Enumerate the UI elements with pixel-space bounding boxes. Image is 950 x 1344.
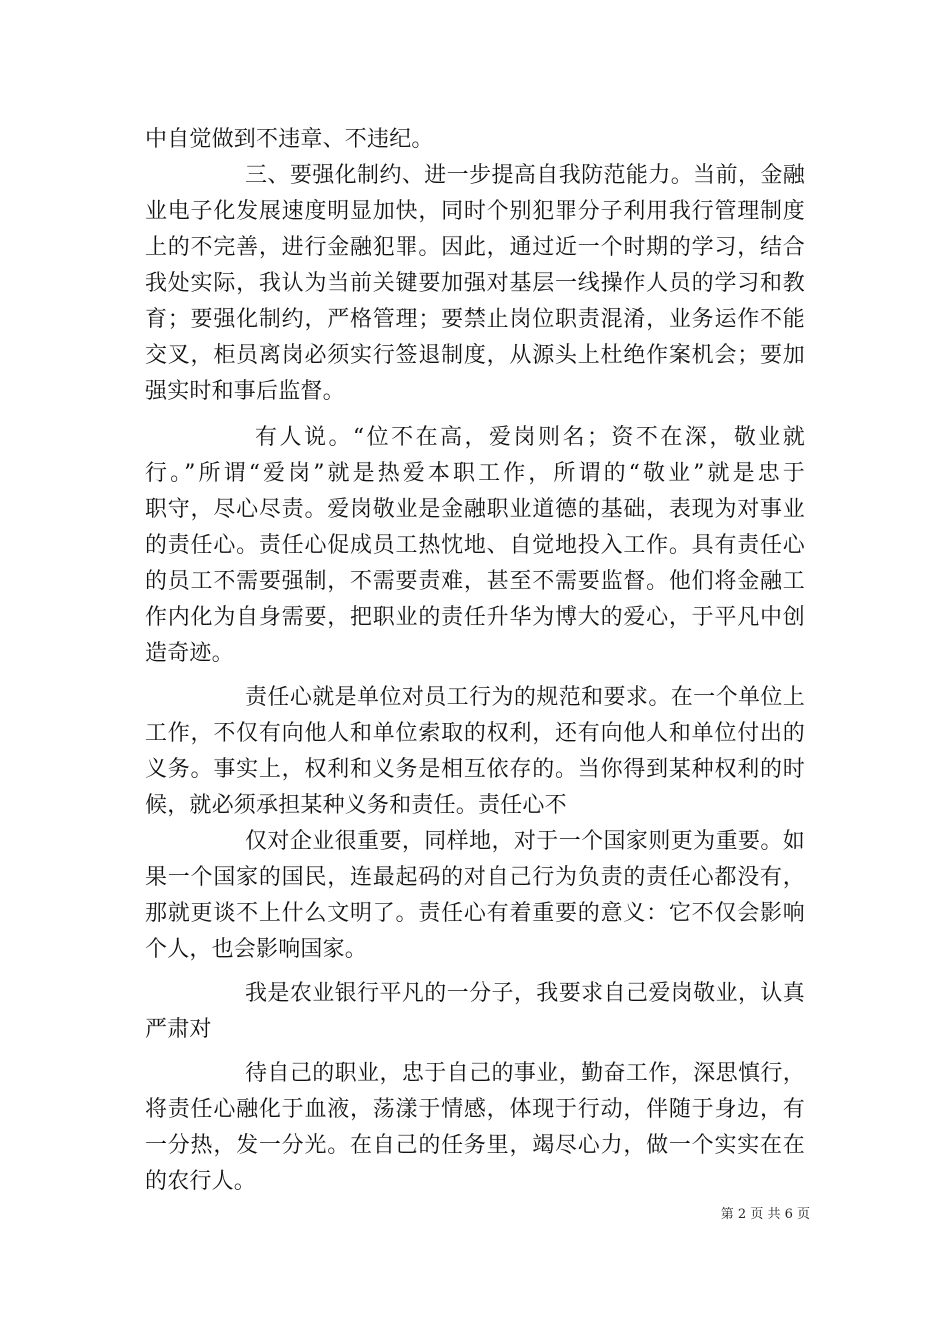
text-line: 的员工不需要强制，不需要责难，甚至不需要监督。他们将金融工 bbox=[145, 569, 805, 594]
text-line: 交叉，柜员离岗必须实行签退制度，从源头上杜绝作案机会；要加 bbox=[145, 343, 805, 368]
text-line: 工作，不仅有向他人和单位索取的权利，还有向他人和单位付出的 bbox=[145, 721, 805, 746]
text-line: 个人，也会影响国家。 bbox=[145, 937, 368, 962]
text-line: 我处实际，我认为当前关键要加强对基层一线操作人员的学习和教 bbox=[145, 271, 805, 296]
text-line: 那就更谈不上什么文明了。责任心有着重要的意义：它不仅会影响 bbox=[145, 901, 805, 926]
text-line: 造奇迹。 bbox=[145, 641, 234, 666]
text-line: 中自觉做到不违章、不违纪。 bbox=[145, 127, 434, 152]
text-line: 的农行人。 bbox=[145, 1169, 257, 1194]
text-line: 仅对企业很重要，同样地，对于一个国家则更为重要。如 bbox=[245, 829, 805, 854]
text-line: 将责任心融化于血液，荡漾于情感，体现于行动，伴随于身边，有 bbox=[145, 1097, 805, 1122]
text-line: 作内化为自身需要，把职业的责任升华为博大的爱心，于平凡中创 bbox=[145, 605, 805, 630]
text-line: 义务。事实上，权利和义务是相互依存的。当你得到某种权利的时 bbox=[145, 757, 805, 782]
text-line: 上的不完善，进行金融犯罪。因此，通过近一个时期的学习，结合 bbox=[145, 235, 805, 260]
text-line: 育；要强化制约，严格管理；要禁止岗位职责混淆，业务运作不能 bbox=[145, 307, 805, 332]
text-line: 三、要强化制约、进一步提高自我防范能力。当前，金融 bbox=[245, 163, 805, 188]
text-line: 职守，尽心尽责。爱岗敬业是金融职业道德的基础，表现为对事业 bbox=[145, 497, 805, 522]
text-line: 一分热，发一分光。在自己的任务里，竭尽心力，做一个实实在在 bbox=[145, 1133, 805, 1158]
text-line: 有人说。“位不在高，爱岗则名；资不在深，敬业就 bbox=[255, 425, 805, 450]
text-line: 的责任心。责任心促成员工热忱地、自觉地投入工作。具有责任心 bbox=[145, 533, 805, 558]
text-line: 我是农业银行平凡的一分子，我要求自己爱岗敬业，认真 bbox=[245, 981, 805, 1006]
text-line: 果一个国家的国民，连最起码的对自己行为负责的责任心都没有， bbox=[145, 865, 805, 890]
text-line: 候，就必须承担某种义务和责任。责任心不 bbox=[145, 793, 567, 818]
text-line: 待自己的职业，忠于自己的事业，勤奋工作，深思慎行， bbox=[245, 1061, 805, 1086]
text-line: 强实时和事后监督。 bbox=[145, 379, 345, 404]
text-line: 业电子化发展速度明显加快，同时个别犯罪分子利用我行管理制度 bbox=[145, 199, 805, 224]
text-line: 行。”所谓“爱岗”就是热爱本职工作，所谓的“敬业”就是忠于 bbox=[145, 461, 805, 486]
text-line: 责任心就是单位对员工行为的规范和要求。在一个单位上 bbox=[245, 685, 805, 710]
text-line: 严肃对 bbox=[145, 1017, 212, 1042]
page-number: 第 2 页 共 6 页 bbox=[720, 1207, 810, 1222]
